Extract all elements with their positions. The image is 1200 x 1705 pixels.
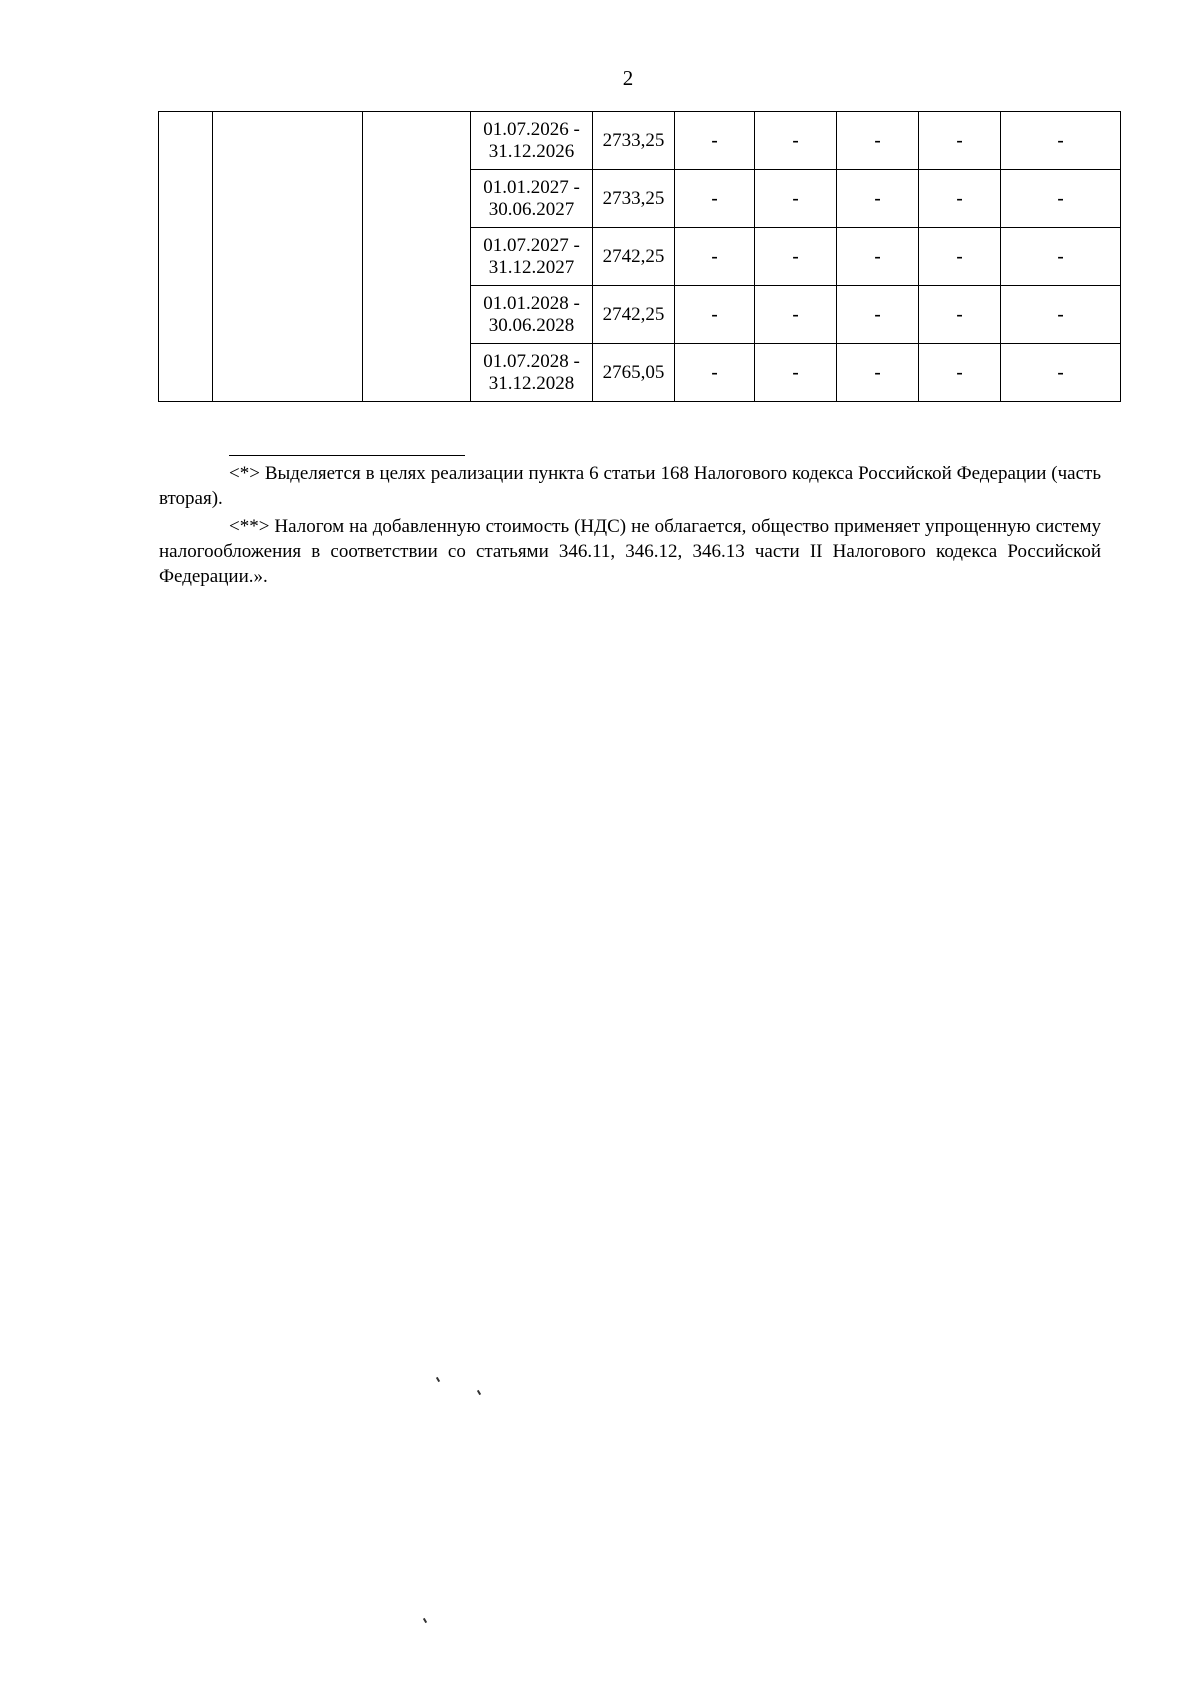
empty-merged-cell bbox=[159, 112, 213, 402]
period-start: 01.07.2026 - bbox=[483, 118, 580, 140]
period-cell bbox=[471, 170, 593, 228]
table-row bbox=[159, 112, 1121, 170]
empty-merged-cell bbox=[213, 112, 363, 402]
period-cell bbox=[471, 286, 593, 344]
dash-cell: - bbox=[755, 228, 837, 286]
dash-cell: - bbox=[837, 286, 919, 344]
dash-cell: - bbox=[919, 112, 1001, 170]
dash-cell: - bbox=[755, 344, 837, 402]
page-number: 2 bbox=[622, 66, 634, 90]
scan-speck bbox=[423, 1618, 427, 1623]
tariff-value-cell: 2733,25 bbox=[593, 170, 675, 228]
dash-cell: - bbox=[919, 228, 1001, 286]
dash-cell: - bbox=[1001, 170, 1121, 228]
period-cell bbox=[471, 344, 593, 402]
period-end: 31.12.2026 bbox=[488, 140, 575, 162]
dash-cell: - bbox=[675, 112, 755, 170]
dash-cell: - bbox=[919, 286, 1001, 344]
period-end: 30.06.2027 bbox=[488, 198, 575, 220]
dash-cell: - bbox=[675, 228, 755, 286]
period-start: 01.07.2028 - bbox=[483, 350, 580, 372]
period-end: 31.12.2027 bbox=[488, 256, 575, 278]
dash-cell: - bbox=[675, 170, 755, 228]
period-end: 30.06.2028 bbox=[488, 314, 575, 336]
tariff-value-cell: 2742,25 bbox=[593, 228, 675, 286]
dash-cell: - bbox=[837, 112, 919, 170]
dash-cell: - bbox=[919, 344, 1001, 402]
footnote-1: <*> Выделяется в целях реализации пункта 6 статьи 168 Налогового кодекса Российской Федерации (часть вторая). bbox=[159, 463, 1101, 509]
dash-cell: - bbox=[755, 170, 837, 228]
footnotes bbox=[159, 461, 1101, 592]
footnote-2: <**> Налогом на добавленную стоимость (НДС) не облагается, общество применяет упрощенную систему налогообложения в соответствии со статьями 346.11, 346.12, 346.13 части II Налогового кодекса Российской Федерации.». bbox=[159, 516, 1101, 587]
tariff-value-cell: 2742,25 bbox=[593, 286, 675, 344]
tariff-value-cell: 2733,25 bbox=[593, 112, 675, 170]
scan-speck bbox=[477, 1390, 481, 1395]
dash-cell: - bbox=[1001, 344, 1121, 402]
footnote-separator bbox=[229, 455, 465, 456]
period-cell bbox=[471, 228, 593, 286]
period-start: 01.01.2027 - bbox=[483, 176, 580, 198]
dash-cell: - bbox=[837, 170, 919, 228]
period-cell bbox=[471, 112, 593, 170]
dash-cell: - bbox=[1001, 286, 1121, 344]
dash-cell: - bbox=[1001, 112, 1121, 170]
tariff-value-cell: 2765,05 bbox=[593, 344, 675, 402]
scan-speck bbox=[436, 1377, 440, 1382]
period-end: 31.12.2028 bbox=[488, 372, 575, 394]
empty-merged-cell bbox=[363, 112, 471, 402]
dash-cell: - bbox=[837, 228, 919, 286]
dash-cell: - bbox=[675, 286, 755, 344]
period-start: 01.07.2027 - bbox=[483, 234, 580, 256]
dash-cell: - bbox=[837, 344, 919, 402]
dash-cell: - bbox=[755, 112, 837, 170]
dash-cell: - bbox=[675, 344, 755, 402]
dash-cell: - bbox=[1001, 228, 1121, 286]
tariff-table bbox=[158, 111, 1121, 402]
dash-cell: - bbox=[755, 286, 837, 344]
period-start: 01.01.2028 - bbox=[483, 292, 580, 314]
dash-cell: - bbox=[919, 170, 1001, 228]
